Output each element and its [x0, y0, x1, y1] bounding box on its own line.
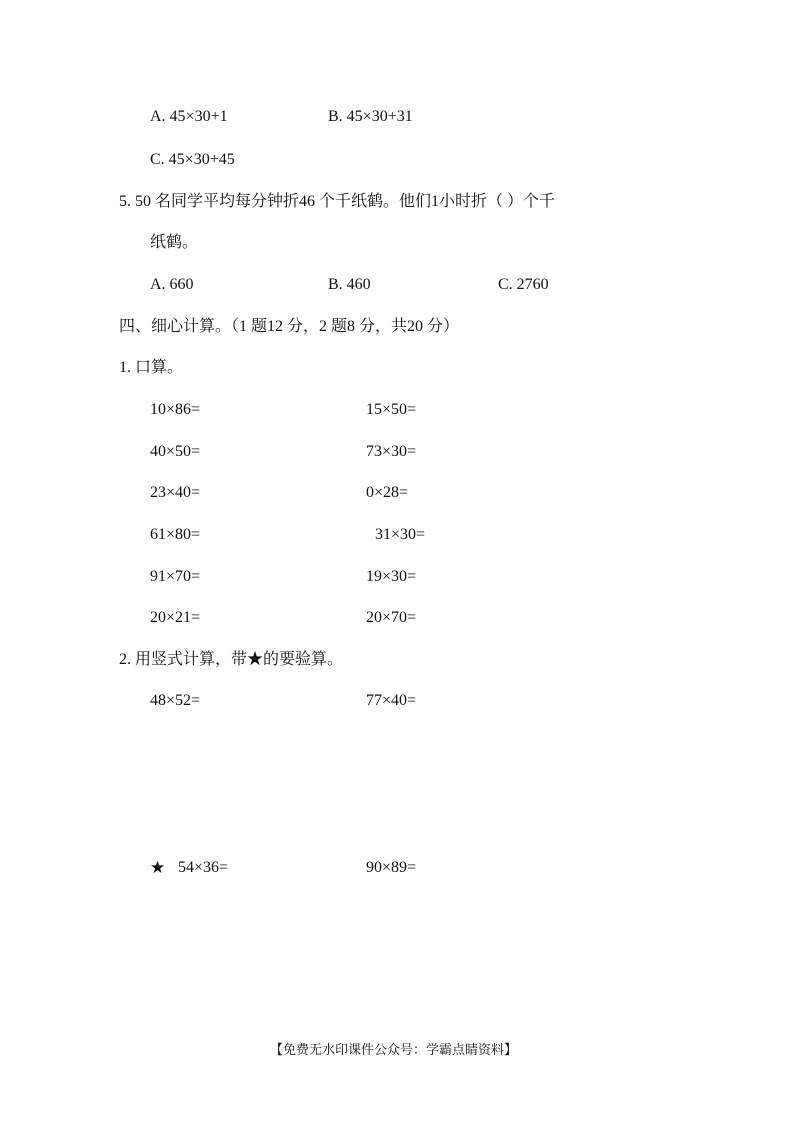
q5-question-line2: 纸鹤。	[150, 234, 199, 251]
oral-calc-item: 15×50=	[366, 401, 417, 418]
q5-option-c: C. 2760	[498, 276, 549, 293]
footer-watermark: 【免费无水印课件公众号：学霸点睛资料】	[270, 1043, 518, 1058]
q5-question-line1: 5. 50 名同学平均每分钟折46 个千纸鹤。他们1小时折（ ）个千	[119, 193, 556, 210]
vertical-calc-title: 2. 用竖式计算，带★的要验算。	[119, 651, 344, 668]
section-four-title: 四、细心计算。（1 题12 分，2 题8 分，共20 分）	[119, 318, 460, 335]
oral-calc-item: 19×30=	[366, 568, 417, 585]
vertical-calc-item: 48×52=	[150, 692, 201, 709]
q4-option-c: C. 45×30+45	[150, 151, 235, 168]
q5-option-b: B. 460	[328, 276, 371, 293]
q4-option-a: A. 45×30+1	[150, 108, 228, 125]
oral-calc-item: 20×70=	[366, 609, 417, 626]
vertical-calc-item: 54×36=	[178, 859, 229, 876]
vertical-calc-item: 90×89=	[366, 859, 417, 876]
oral-calc-item: 23×40=	[150, 484, 201, 501]
vertical-calc-item: 77×40=	[366, 692, 417, 709]
oral-calc-item: 73×30=	[366, 443, 417, 460]
oral-calc-item: 31×30=	[375, 526, 426, 543]
oral-calc-item: 40×50=	[150, 443, 201, 460]
oral-calc-item: 91×70=	[150, 568, 201, 585]
q4-option-b: B. 45×30+31	[328, 108, 413, 125]
oral-calc-item: 61×80=	[150, 526, 201, 543]
q5-option-a: A. 660	[150, 276, 194, 293]
oral-calc-item: 0×28=	[366, 484, 409, 501]
star-icon: ★	[150, 858, 166, 878]
oral-calc-item: 20×21=	[150, 609, 201, 626]
oral-calc-item: 10×86=	[150, 401, 201, 418]
oral-calc-title: 1. 口算。	[119, 359, 184, 376]
